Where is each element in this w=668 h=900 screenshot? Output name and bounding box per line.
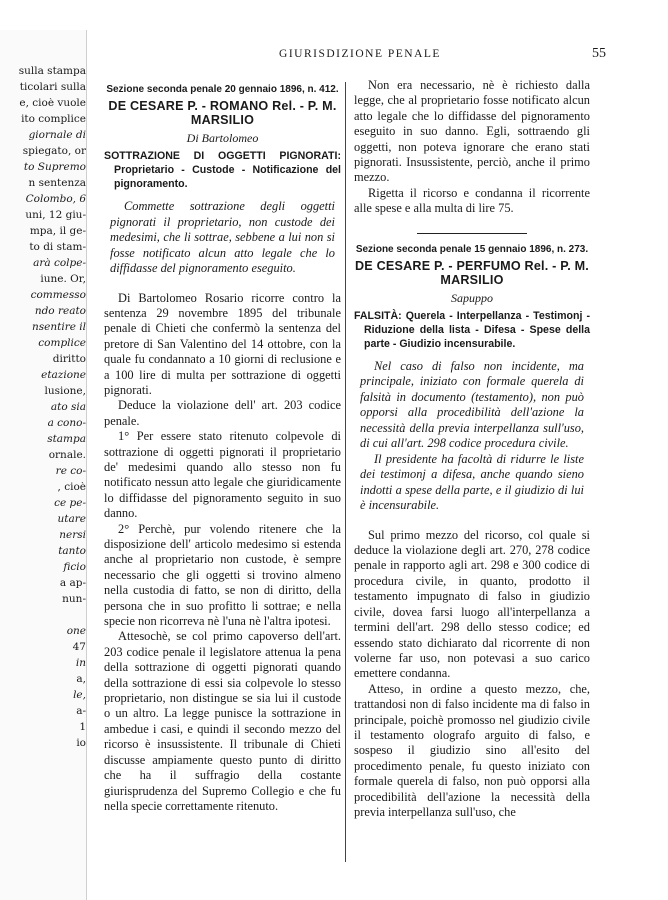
margin-fragment: to di stam- (29, 242, 86, 253)
case-topic: SOTTRAZIONE DI OGGETTI PIGNORATI: Proprietario - Custode - Notificazione del pignoramento. (104, 150, 341, 190)
right-column (354, 78, 590, 820)
margin-fragment: giornale di (28, 130, 86, 141)
margin-fragment: a, (76, 674, 86, 685)
page-number: 55 (592, 46, 606, 61)
margin-fragment: ce pe- (54, 498, 86, 509)
margin-fragment: n sentenza (28, 178, 86, 189)
paragraph: Atteso, in ordine a questo mezzo, che, trattandosi non di falso incidente ma di falso in principale, poichè promosso nel giudizio civile il testamento olografo arguito di falso, e sospeso il giudizio sino all'esito del procedimento penale, fu questo iniziato con formale querela di falso, non può opporsi alla procedibilità dell'azione la necessità della previa interpellanza sull'uso, che (354, 681, 590, 819)
running-head: GIURISDIZIONE PENALE (279, 48, 441, 60)
paragraph: Non era necessario, nè è richiesto dalla legge, che al proprietario fosse notificato alcun atto legale che lo diffidasse del pignoramento eseguito in suo danno. Egli, sottraendo gli oggetti, non poteva ignorare che erano stati pignorati. Insussistente, perciò, anche il primo mezzo. (354, 78, 590, 185)
margin-fragment: nsentire il (32, 322, 86, 333)
margin-fragment: etazione (41, 370, 86, 381)
case-body (354, 528, 590, 821)
paragraph: 2° Perchè, pur volendo ritenere che la disposizione dell' articolo medesimo si estenda anche al proprietario non custode, è sempre necessario che gli oggetti si trovino almeno nella custodia di fatto, se non di diritto, della persona che in suo profitto li sottrae; e nella specie non ricorreva nè l'una nè l'altra ipotesi. (104, 521, 341, 629)
case-topic: FALSITÀ: Querela - Interpellanza - Testimonj - Riduzione della lista - Difesa - Spese della parte - Giudizio incensurabile. (354, 309, 590, 350)
margin-fragment: one (66, 626, 86, 637)
paragraph: 1° Per essere stato ritenuto colpevole di sottrazione di oggetti pignorati il proprietario de' medesimi quando allo stesso non fu notificato nessun atto legale che giuridicamente lo diffidasse del pignoramento seguito in suo danno. (104, 429, 341, 521)
case-body (104, 291, 341, 815)
case-parties: DE CESARE P. - ROMANO Rel. - P. M. MARSILIO (108, 99, 337, 127)
margin-fragment: arà colpe- (33, 258, 86, 269)
paragraph: Di Bartolomeo Rosario ricorre contro la sentenza 29 novembre 1895 del tribunale penale di Chieti che confermò la sentenza del pretore di San Valentino del 14 ottobre, con la quale fu condannato a 10 giorni di reclusione e a 100 lire di multa per sottrazione di oggetti pignorati. (104, 290, 341, 397)
previous-case-continuation (354, 78, 590, 217)
margin-fragment: spiegato, or (22, 146, 86, 157)
margin-fragment: tanto (58, 546, 86, 557)
margin-fragment: to Supremo (23, 162, 86, 173)
paragraph: Sul primo mezzo del ricorso, col quale si deduce la violazione degli art. 270, 278 codice penale in rapporto agli art. 298 e 300 codice di procedura civile, in quanto, prodotto il testamento impugnato di falso in giudizio civile, dovea farsi luogo all'interpellanza a termini dell'art. 298 dello stesso codice; ed essendo stato dichiarato dal ricorrente di non volerne far uso, non potevasi a suo carico emettere condanna. (354, 527, 590, 681)
margin-fragment: nersi (59, 530, 86, 541)
case-section-line: Sezione seconda penale 15 gennaio 1896, n. 273. (355, 243, 589, 255)
margin-fragment: mpa, il ge- (29, 226, 86, 237)
left-column (104, 78, 341, 814)
case-parties: DE CESARE P. - PERFUMO Rel. - P. M. MARSILIO (355, 258, 589, 287)
margin-fragment: lusione, (44, 386, 86, 397)
margin-fragment: ticolari sulla (19, 82, 86, 93)
margin-fragment: le, (73, 690, 86, 701)
case-appellant: Di Bartolomeo (186, 131, 259, 145)
case-headnote: Nel caso di falso non incidente, ma principale, iniziato con formale querela di falsità in documento (testamento), non può opporsi alla procedibilità dell'azione la necessità della previa interpellanza sull'uso, di cui all'art. 298 codice procedura civile. (360, 358, 584, 451)
margin-fragment: stampa (47, 434, 86, 445)
margin-fragment: commesso (30, 290, 86, 301)
case-appellant: Sapuppo (451, 290, 493, 305)
margin-fragment: a ap- (59, 578, 86, 589)
margin-fragment: nun- (62, 594, 86, 605)
paragraph: Deduce la violazione dell' art. 203 codice penale. (104, 398, 341, 428)
margin-fragment: iune. Or, (40, 274, 86, 285)
column-divider (345, 82, 346, 862)
margin-fragment: Colombo, 6 (25, 194, 86, 205)
margin-fragment: uni, 12 giu- (25, 210, 86, 221)
margin-fragment: e, cioè vuole (19, 98, 86, 109)
margin-fragment: in (75, 658, 86, 669)
margin-fragment: a cono- (47, 418, 86, 429)
margin-fragment: ornale. (48, 450, 86, 461)
margin-fragment: sulla stampa (18, 66, 86, 77)
margin-fragment: ito complice (21, 114, 86, 125)
paragraph: Attesochè, se col primo capoverso dell'art. 203 codice penale il legislatore attenua la pena della sottrazione di oggetti pignorati quando della sottrazione di essi sia colpevole lo stesso proprietario, non distingue se sia lui il custode o un altro. La legge punisce la sottrazione in ambedue i casi, e quindi il secondo mezzo del ricorso è insussistente. Il tribunale di Chieti discusse ampiamente questo punto di diritto che ha il suffragio della costante giurisprudenza del Supremo Collegio e che fu nella specie correttamente ritenuto. (104, 629, 341, 813)
facing-page-fragment (0, 30, 87, 900)
margin-fragment: io (76, 738, 86, 749)
margin-fragment: diritto (52, 354, 86, 365)
case-section-line: Sezione seconda penale 20 gennaio 1896, n. 412. (106, 84, 339, 95)
paragraph: Rigetta il ricorso e condanna il ricorrente alle spese e alla multa di lire 75. (354, 185, 590, 216)
margin-fragment: 1 (79, 722, 86, 733)
margin-fragment: ficio (63, 562, 86, 573)
margin-fragment: utare (57, 514, 86, 525)
margin-fragment: complice (38, 338, 86, 349)
margin-fragment: 47 (72, 642, 86, 653)
case-headnote: Il presidente ha facoltà di ridurre le liste dei testimonj a difesa, anche quando sieno indotti a spese della parte, e il giudizio di lui è incensurabile. (360, 451, 584, 513)
margin-fragment: , cioè (57, 482, 86, 493)
margin-fragment: a- (76, 706, 86, 717)
margin-fragment: re co- (55, 466, 86, 477)
margin-fragment: ato sia (50, 402, 86, 413)
margin-fragment: ndo reato (34, 306, 86, 317)
case-headnote: Commette sottrazione degli oggetti pignorati il proprietario, non custode dei medesimi, che li sottrae, sebbene a lui non si fosse notificato alcun atto legale che lo diffidasse del pignoramento eseguito. (110, 199, 335, 275)
section-separator (417, 233, 527, 234)
